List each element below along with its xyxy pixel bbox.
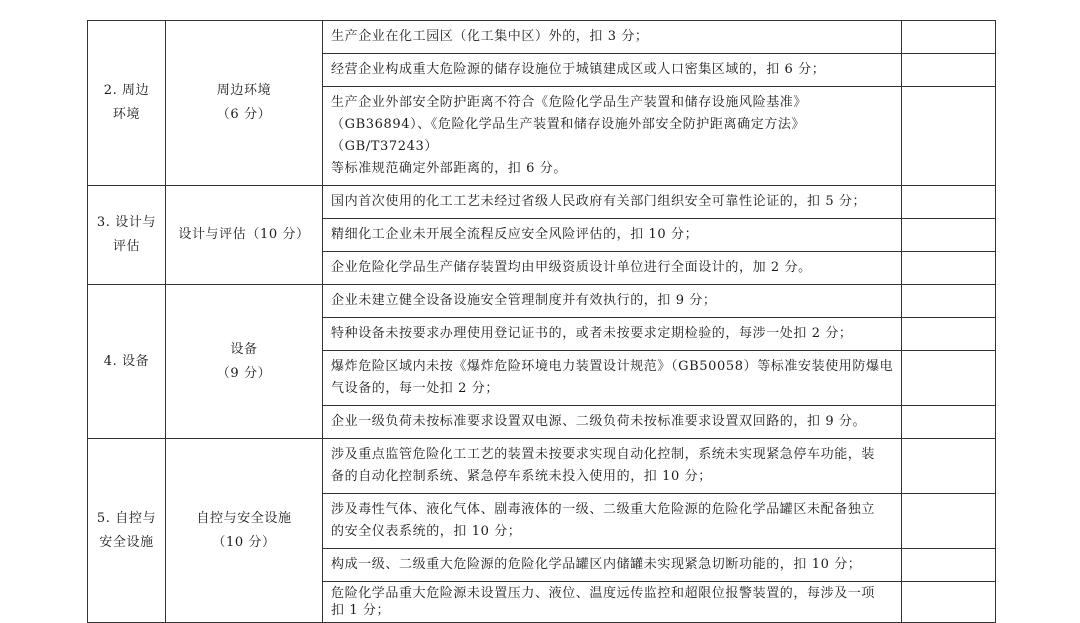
criterion-text: 企业危险化学品生产储存装置均由甲级资质设计单位进行全面设计的，加 2 分。 [331,260,812,275]
category-label-line: 4. 设备 [103,353,150,369]
score-cell [902,21,996,54]
score-cell [902,582,996,623]
criterion-text: 扣 1 分； [331,603,391,618]
criterion-cell [323,21,902,54]
criterion-text: 涉及重点监管危险化工工艺的装置未按要求实现自动化控制，系统未实现紧急停车功能，装 [331,447,876,462]
criterion-text: 构成一级、二级重大危险源的危险化学品罐区内储罐未实现紧急切断功能的，扣 10 分； [331,557,862,572]
criterion-text: 生产企业外部安全防护距离不符合《危险化学品生产装置和储存设施风险基准》 [331,95,808,110]
category-label-line: 环境 [112,107,141,122]
category-cell-equipment [88,285,166,439]
subcategory-cell-design [166,186,323,285]
category-label-line: 5. 自控与 [96,510,157,526]
criterion-cell [323,318,902,351]
criterion-text: 气设备的，每一处扣 2 分； [331,381,499,396]
criterion-cell [323,219,902,252]
scoring-table [87,20,996,623]
score-cell [902,439,996,494]
score-cell [902,351,996,406]
subcategory-label-line: 设计与评估（10 分） [178,227,310,242]
scoring-table-body [88,21,996,623]
score-cell [902,219,996,252]
criterion-text: 国内首次使用的化工工艺未经过省级人民政府有关部门组织安全可靠性论证的，扣 5 分； [331,194,867,209]
subcategory-label-line: 周边环境 [216,83,272,98]
criterion-text: 经营企业构成重大危险源的储存设施位于城镇建成区或人口密集区域的，扣 6 分； [331,62,826,77]
criterion-cell [323,285,902,318]
criterion-text: 生产企业在化工园区（化工集中区）外的，扣 3 分； [331,29,649,44]
criterion-cell [323,252,902,285]
subcategory-label-line: （9 分） [216,365,272,381]
score-cell [902,318,996,351]
criterion-text: 企业一级负荷未按标准要求设置双电源、二级负荷未按标准要求设置双回路的，扣 9 分。 [331,414,867,429]
category-cell-design [88,186,166,285]
category-label-line: 2. 周边 [103,83,150,98]
score-cell [902,252,996,285]
criterion-text: 精细化工企业未开展全流程反应安全风险评估的，扣 10 分； [331,227,699,242]
criterion-text: 等标准规范确定外部距离的，扣 6 分。 [331,161,567,176]
criterion-text: （GB36894）、《危险化学品生产装置和储存设施外部安全防护距离确定方法》（GB/T37243） [331,117,806,154]
category-label-line: 评估 [112,239,141,254]
subcategory-label-line: 设备 [230,341,258,357]
subcategory-label-line: （6 分） [216,107,272,122]
table-row [88,439,996,494]
table-row [88,186,996,219]
score-cell [902,494,996,549]
category-cell-surroundings [88,21,166,186]
criterion-text: 企业未建立健全设备设施安全管理制度并有效执行的，扣 9 分； [331,293,717,308]
criterion-cell [323,87,902,186]
subcategory-cell-equipment [166,285,323,439]
criterion-text: 爆炸危险区域内未按《爆炸危险环境电力装置设计规范》（GB50058）等标准安装使用防爆电 [331,359,894,374]
category-label-line: 3. 设计与 [96,215,157,230]
criterion-cell [323,549,902,582]
criterion-cell [323,439,902,494]
table-row [88,21,996,54]
score-cell [902,54,996,87]
criterion-cell [323,54,902,87]
score-cell [902,186,996,219]
criterion-text: 备的自动化控制系统、紧急停车系统未投入使用的，扣 10 分； [331,469,712,484]
score-cell [902,87,996,186]
criterion-cell [323,406,902,439]
score-cell [902,406,996,439]
criterion-text: 涉及毒性气体、液化气体、剧毒液体的一级、二级重大危险源的危险化学品罐区未配备独立 [331,502,876,517]
score-cell [902,549,996,582]
category-label-line: 安全设施 [99,534,154,550]
criterion-cell [323,351,902,406]
table-row [88,285,996,318]
criterion-cell [323,186,902,219]
criterion-cell [323,582,902,623]
criterion-text: 特种设备未按要求办理使用登记证书的，或者未按要求定期检验的，每涉一处扣 2 分； [331,326,853,341]
criterion-cell [323,494,902,549]
criterion-text: 危险化学品重大危险源未设置压力、液位、温度远传监控和超限位报警装置的，每涉及一项 [331,586,876,601]
criterion-text: 的安全仪表系统的，扣 10 分； [331,524,522,539]
subcategory-label-line: 自控与安全设施 [196,510,292,526]
subcategory-label-line: （10 分） [212,534,276,550]
subcategory-cell-surroundings [166,21,323,186]
score-cell [902,285,996,318]
